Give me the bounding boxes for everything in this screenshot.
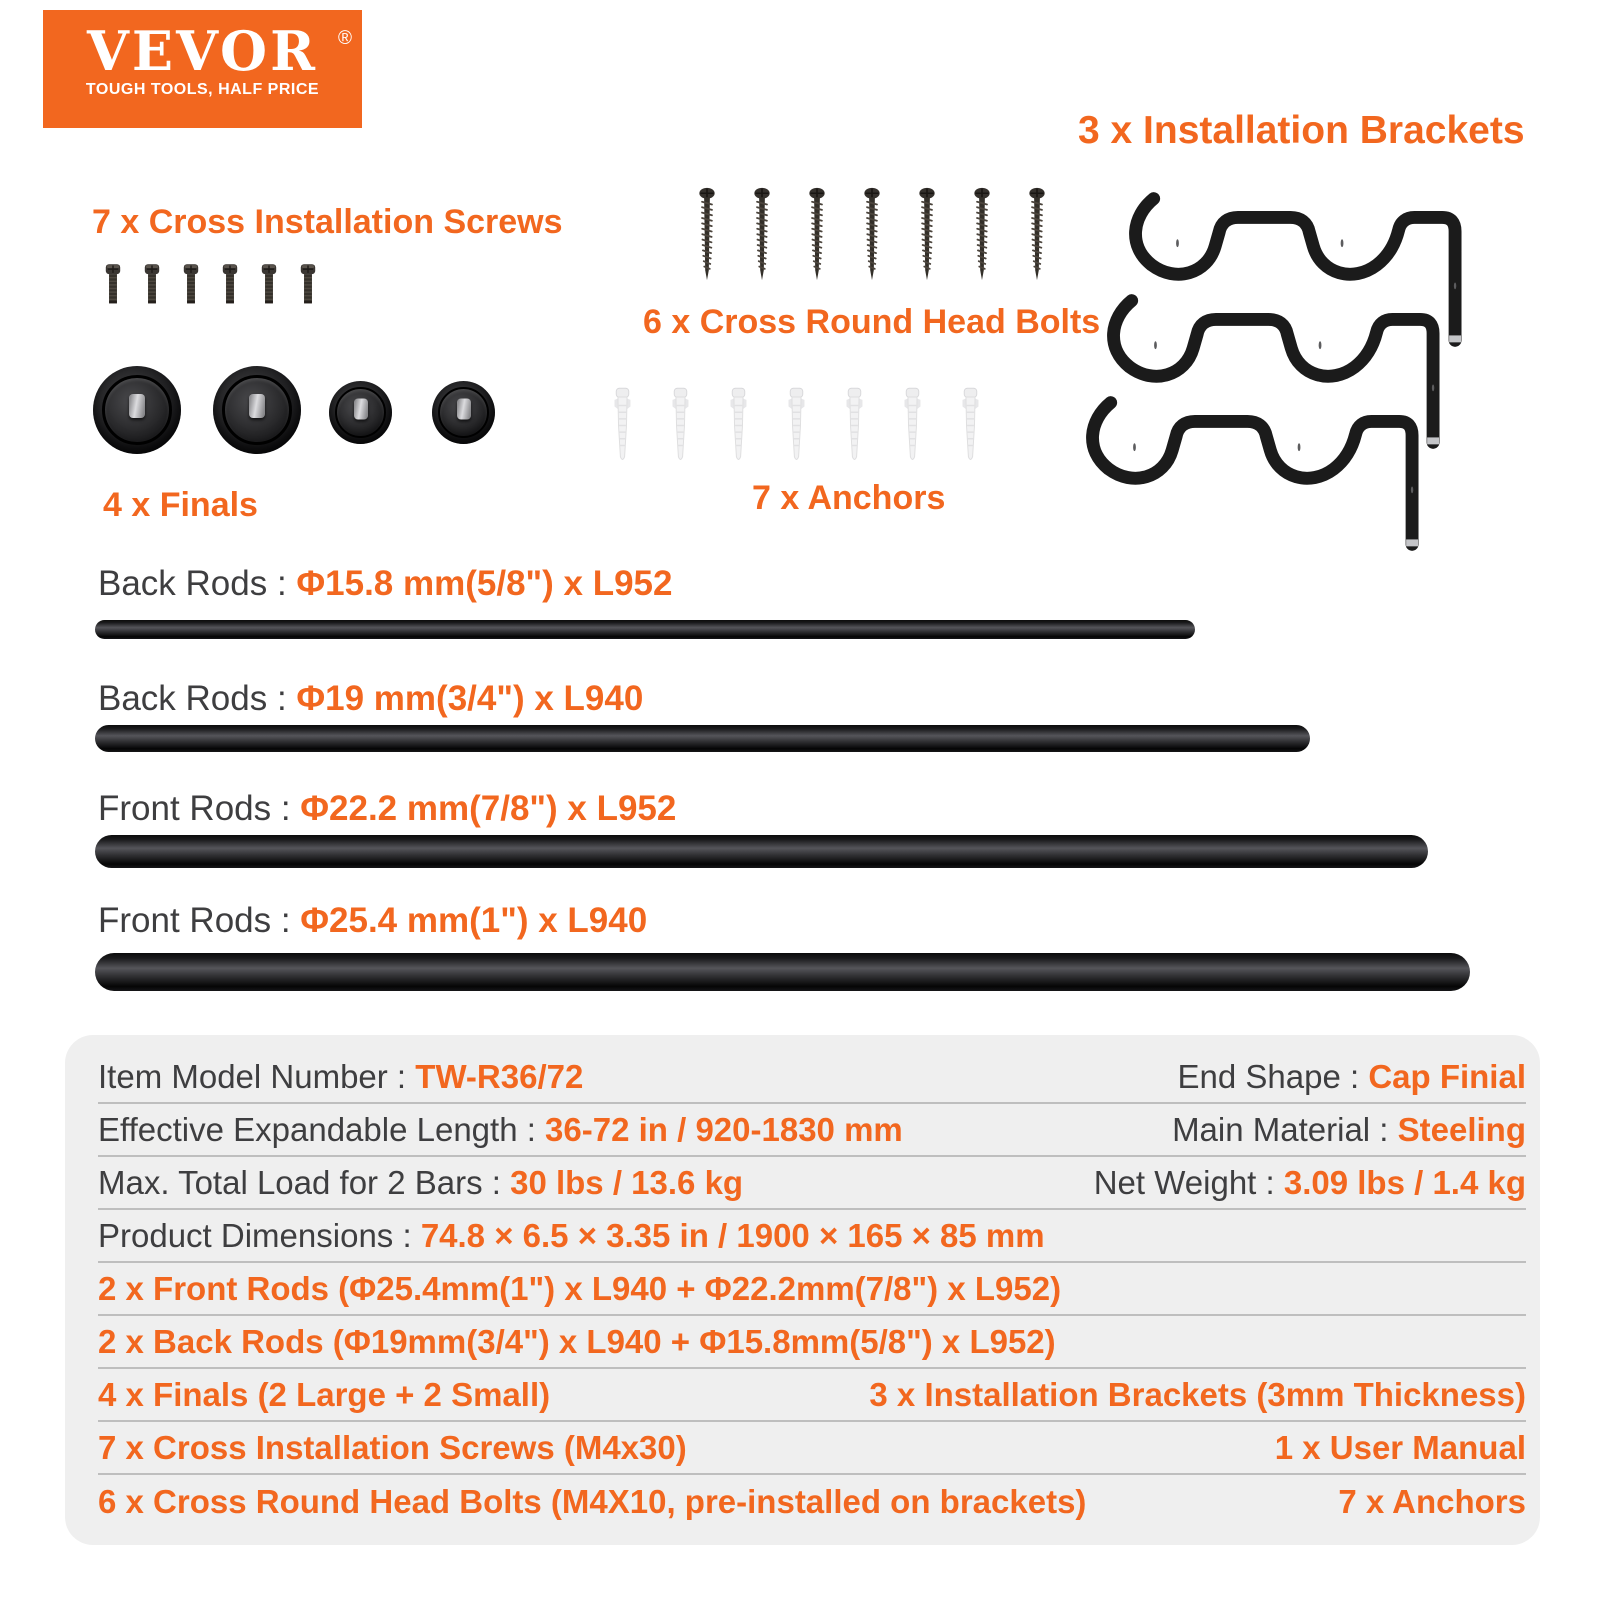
- vevor-logo: [43, 10, 362, 128]
- finial-small: [329, 381, 392, 444]
- screw-icon: [753, 183, 771, 289]
- spec-key: Product Dimensions :: [98, 1216, 421, 1254]
- spec-cell: [1177, 1058, 1526, 1096]
- rod-label: [98, 901, 647, 941]
- spec-cell: [98, 1164, 743, 1202]
- spec-value: TW-R36/72: [415, 1057, 584, 1095]
- spec-cell: [1275, 1429, 1526, 1467]
- rod-bar: [95, 725, 1310, 752]
- label-finials: 4 x Finals: [103, 486, 258, 524]
- screw-icon: [973, 183, 991, 289]
- rod-spec: Φ25.4 mm(1") x L940: [300, 901, 648, 940]
- spec-cell: [98, 1217, 1045, 1255]
- bolt-icon: [221, 262, 239, 306]
- double-bracket-icon: [1075, 390, 1420, 554]
- anchor-icon: [729, 386, 748, 465]
- anchor-group: [613, 386, 980, 465]
- screw-icon: [698, 183, 716, 289]
- anchor-icon: [961, 386, 980, 465]
- anchor-icon: [787, 386, 806, 465]
- screw-icon: [863, 183, 881, 289]
- spec-value: 30 lbs / 13.6 kg: [510, 1163, 744, 1201]
- spec-key: Max. Total Load for 2 Bars :: [98, 1163, 511, 1201]
- label-anchors: 7 x Anchors: [752, 479, 946, 517]
- spec-value: Steeling: [1397, 1110, 1526, 1148]
- anchor-icon: [671, 386, 690, 465]
- spec-key: Effective Expandable Length :: [98, 1110, 546, 1148]
- anchor-icon: [613, 386, 632, 465]
- spec-value: 4 x Finals (2 Large + 2 Small): [98, 1375, 551, 1413]
- spec-key: Item Model Number :: [98, 1057, 416, 1095]
- bolt-icon: [260, 262, 278, 306]
- spec-cell: [1094, 1164, 1526, 1202]
- logo-tagline: TOUGH TOOLS, HALF PRICE: [85, 80, 320, 98]
- spec-value: 2 x Front Rods (Φ25.4mm(1") x L940 + Φ22.2mm(7/8") x L952): [98, 1269, 1062, 1307]
- spec-row-dimensions: [98, 1210, 1526, 1263]
- spec-value: 1 x User Manual: [1274, 1428, 1526, 1466]
- rod-spec: Φ19 mm(3/4") x L940: [296, 679, 644, 718]
- spec-value: 7 x Cross Installation Screws (M4x30): [98, 1428, 687, 1466]
- spec-key: Main Material :: [1172, 1110, 1398, 1148]
- spec-cell: [98, 1376, 550, 1414]
- screw-group: [698, 183, 1046, 289]
- spec-row-front-rods: [98, 1263, 1526, 1316]
- rod-name: Back Rods :: [98, 679, 297, 718]
- spec-cell: [98, 1429, 687, 1467]
- finial-large: [213, 366, 301, 454]
- anchor-icon: [845, 386, 864, 465]
- rod-label: [98, 789, 676, 829]
- rod-bar: [95, 620, 1195, 639]
- rod-label: [98, 564, 672, 604]
- rod-label: [98, 679, 643, 719]
- spec-cell: [1338, 1483, 1526, 1521]
- spec-table: [65, 1035, 1540, 1545]
- rod-spec: Φ15.8 mm(5/8") x L952: [296, 564, 673, 603]
- rod-name: Back Rods :: [98, 564, 297, 603]
- spec-row-length: [98, 1104, 1526, 1157]
- spec-value: 36-72 in / 920-1830 mm: [545, 1110, 903, 1148]
- screw-icon: [808, 183, 826, 289]
- spec-value: 6 x Cross Round Head Bolts (M4X10, pre-installed on brackets): [98, 1482, 1087, 1520]
- spec-value: 74.8 × 6.5 × 3.35 in / 1900 × 165 × 85 mm: [420, 1216, 1045, 1254]
- spec-row-load: [98, 1157, 1526, 1210]
- rod-name: Front Rods :: [98, 789, 301, 828]
- spec-cell: [98, 1483, 1086, 1521]
- rod-spec: Φ22.2 mm(7/8") x L952: [300, 789, 677, 828]
- spec-cell: [1172, 1111, 1526, 1149]
- spec-cell: [869, 1376, 1526, 1414]
- anchor-icon: [903, 386, 922, 465]
- spec-cell: [98, 1270, 1061, 1308]
- spec-value: 3.09 lbs / 1.4 kg: [1283, 1163, 1526, 1201]
- spec-row-finials-brackets: [98, 1369, 1526, 1422]
- screw-icon: [918, 183, 936, 289]
- logo-wordmark: VEVOR: [87, 19, 318, 83]
- label-cross-installation-screws: 7 x Cross Installation Screws: [92, 203, 563, 241]
- spec-cell: [98, 1058, 583, 1096]
- spec-row-model: [98, 1051, 1526, 1104]
- spec-key: End Shape :: [1177, 1057, 1369, 1095]
- bolt-icon: [143, 262, 161, 306]
- spec-value: 7 x Anchors: [1338, 1482, 1526, 1520]
- spec-value: 3 x Installation Brackets (3mm Thickness): [869, 1375, 1526, 1413]
- label-cross-round-head-bolts: 6 x Cross Round Head Bolts: [643, 303, 1101, 341]
- spec-cell: [98, 1111, 903, 1149]
- rod-bar: [95, 835, 1428, 868]
- bolt-icon: [104, 262, 122, 306]
- label-installation-brackets: 3 x Installation Brackets: [1078, 109, 1525, 152]
- bolt-group: [104, 262, 317, 306]
- spec-value: Cap Finial: [1368, 1057, 1526, 1095]
- rod-bar: [95, 953, 1470, 991]
- spec-value: 2 x Back Rods (Φ19mm(3/4") x L940 + Φ15.8mm(5/8") x L952): [98, 1322, 1056, 1360]
- rod-name: Front Rods :: [98, 901, 301, 940]
- spec-key: Net Weight :: [1093, 1163, 1284, 1201]
- spec-cell: [98, 1323, 1056, 1361]
- finial-large: [93, 366, 181, 454]
- spec-row-back-rods: [98, 1316, 1526, 1369]
- finial-small: [432, 381, 495, 444]
- screw-icon: [1028, 183, 1046, 289]
- spec-row-bolts-anchors: [98, 1475, 1526, 1528]
- registered-trademark-icon: ®: [338, 28, 352, 49]
- spec-row-screws-manual: [98, 1422, 1526, 1475]
- bolt-icon: [182, 262, 200, 306]
- bolt-icon: [299, 262, 317, 306]
